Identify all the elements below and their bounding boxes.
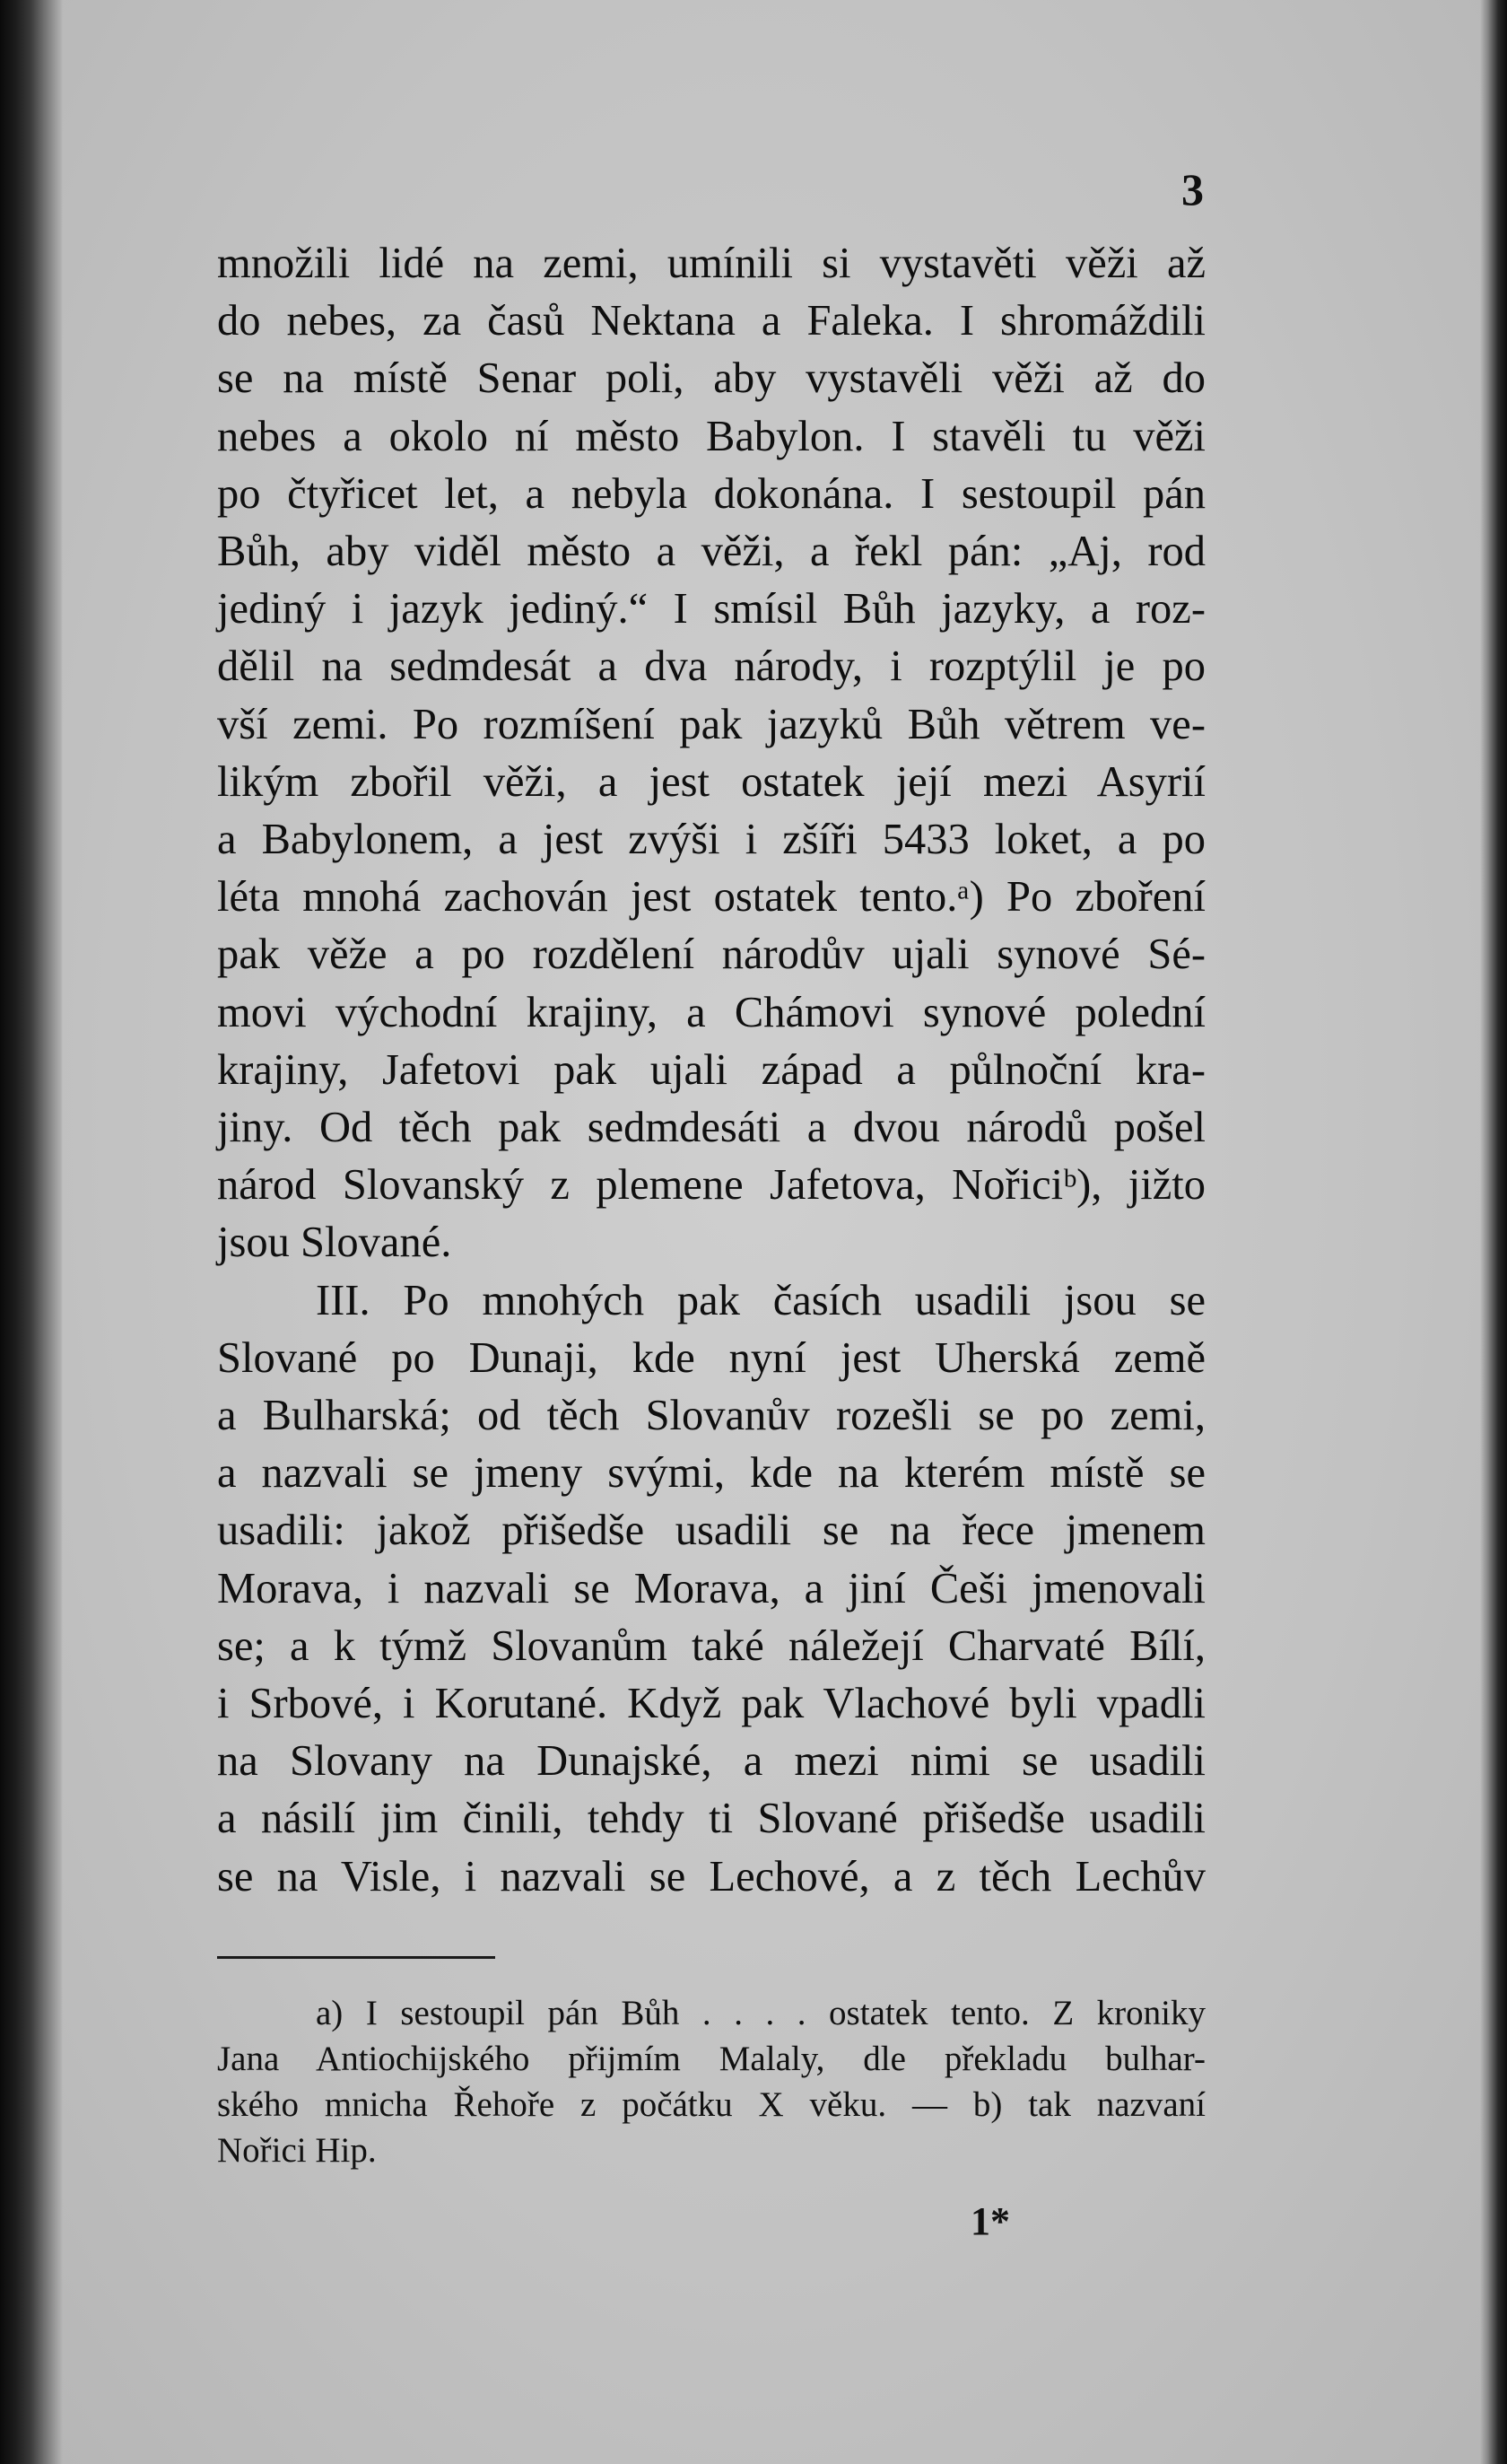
page-left-edge-shadow — [0, 0, 63, 2464]
section-heading-line: III. Po mnohých pak časích usadili jsou se — [316, 1276, 1206, 1324]
text-line: movi východní krajiny, a Chámovi synové polední — [217, 988, 1206, 1036]
text-line: usadili: jakož přišedše usadili se na řece jmenem — [217, 1507, 1206, 1555]
text-line: se na Visle, i nazvali se Lechové, a z těch Lechův — [217, 1852, 1206, 1900]
text-line: národ Slovanský z plemene Jafetova, Nořiciᵇ), jižto — [217, 1161, 1206, 1210]
page-right-edge-shadow — [1480, 0, 1507, 2464]
page-number: 3 — [1181, 164, 1204, 214]
text-line: se; a k týmž Slovanům také náležejí Charvaté Bílí, — [217, 1621, 1206, 1670]
footnote-divider — [217, 1956, 495, 1959]
text-line: a Babylonem, a jest zvýši i zšíři 5433 loket, a po — [217, 816, 1206, 864]
text-line: a násilí jim činili, tehdy ti Slované přišedše usadili — [217, 1795, 1206, 1843]
text-line: pak věže a po rozdělení národův ujali synové Sé- — [217, 931, 1206, 979]
text-line: léta mnohá zachován jest ostatek tento.ᵃ) Po zboření — [217, 873, 1206, 922]
signature-mark: 1* — [971, 2199, 1010, 2243]
text-line: jsou Slované. — [217, 1219, 452, 1267]
footnote-line: Jana Antiochijského přijmím Malaly, dle překladu bulhar- — [217, 2040, 1206, 2078]
text-line: a nazvali se jmeny svými, kde na kterém místě se — [217, 1449, 1206, 1498]
text-line: i Srbové, i Korutané. Když pak Vlachové byli vpadli — [217, 1680, 1206, 1728]
footnote-line: Nořici Hip. — [217, 2131, 377, 2170]
text-line: množili lidé na zemi, umínili si vystavěti věži až — [217, 240, 1206, 287]
text-line: vší zemi. Po rozmíšení pak jazyků Bůh větrem ve- — [217, 700, 1206, 748]
text-line: se na místě Senar poli, aby vystavěli věži až do — [217, 354, 1206, 403]
text-line: a Bulharská; od těch Slovanův rozešli se po zemi, — [217, 1392, 1206, 1440]
text-line: Slované po Dunaji, kde nyní jest Uherská země — [217, 1333, 1206, 1382]
text-line: jediný i jazyk jediný.“ I smísil Bůh jazyky, a roz- — [217, 585, 1206, 633]
text-line: jiny. Od těch pak sedmdesáti a dvou národů pošel — [217, 1104, 1206, 1152]
footnote-line: ského mnicha Řehoře z počátku X věku. — b) tak nazvaní — [217, 2085, 1206, 2124]
text-line: Bůh, aby viděl město a věži, a řekl pán: „Aj, rod — [217, 528, 1206, 576]
text-line: dělil na sedmdesát a dva národy, i rozptýlil je po — [217, 642, 1206, 691]
footnotes — [217, 1990, 1206, 2173]
footnote-line: a) I sestoupil pán Bůh . . . . ostatek tento. Z kroniky — [316, 1994, 1206, 2032]
text-line: nebes a okolo ní město Babylon. I stavěli tu věži — [217, 412, 1206, 460]
text-line: Morava, i nazvali se Morava, a jiní Češi jmenovali — [217, 1564, 1206, 1612]
text-line: krajiny, Jafetovi pak ujali západ a půlnoční kra- — [217, 1045, 1206, 1094]
text-line: do nebes, za časů Nektana a Faleka. I shromáždili — [217, 297, 1206, 345]
body-text — [217, 235, 1206, 1906]
text-line: na Slovany na Dunajské, a mezi nimi se usadili — [217, 1737, 1206, 1786]
text-line: likým zbořil věži, a jest ostatek její mezi Asyrií — [217, 757, 1206, 806]
text-line: po čtyřicet let, a nebyla dokonána. I sestoupil pán — [217, 469, 1206, 518]
